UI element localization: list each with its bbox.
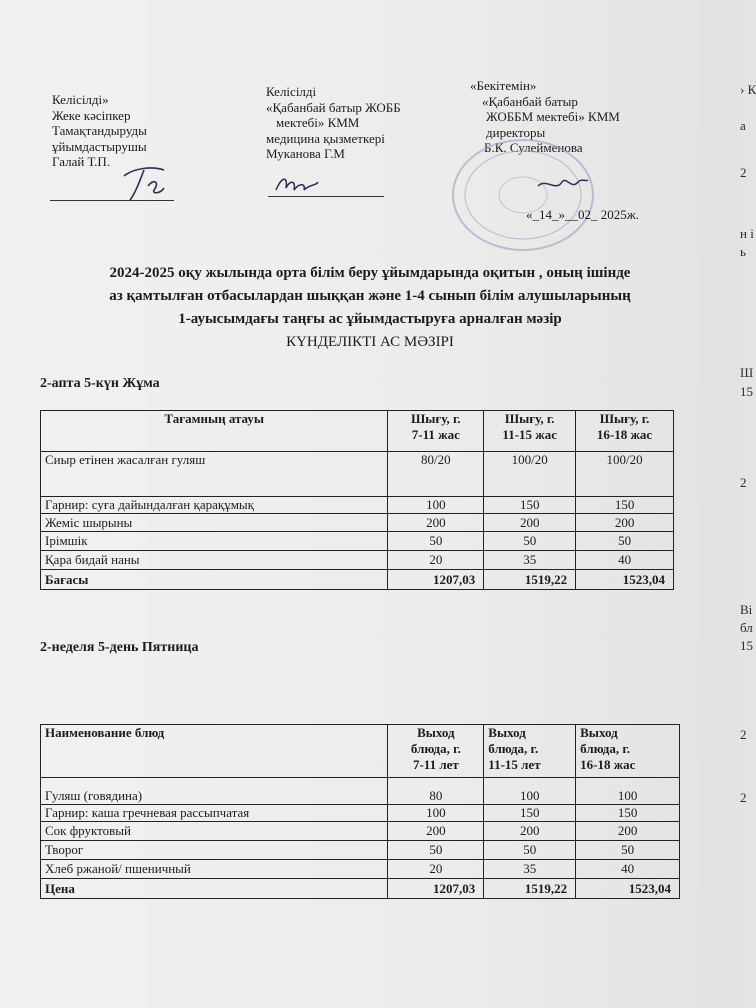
portion-value: 80 [388, 778, 484, 805]
dish-name: Творог [41, 841, 388, 860]
header-line: «Қабанбай батыр [482, 93, 578, 109]
table-row [41, 452, 674, 497]
price-value: 1207,03 [388, 570, 484, 590]
portion-value: 100 [388, 497, 484, 514]
edge-fragment: 2 [740, 165, 747, 180]
column-header: Шығу, г. 11-15 жас [484, 411, 576, 452]
portion-value: 40 [576, 860, 680, 879]
portion-value: 200 [484, 514, 576, 532]
table-row [41, 841, 680, 860]
price-value: 1519,22 [484, 879, 576, 899]
table-row [41, 805, 680, 822]
column-header: Выход блюда, г. 11-15 лет [484, 725, 576, 778]
price-value: 1519,22 [484, 570, 576, 590]
portion-value: 50 [576, 532, 674, 551]
dish-name: Жеміс шырыны [41, 514, 388, 532]
portion-value: 200 [484, 822, 576, 841]
header-line: Келісілді [266, 84, 317, 99]
section-heading-ru: 2-неделя 5-день Пятница [40, 640, 199, 655]
portion-value: 50 [484, 841, 576, 860]
header-line: Б.К. Сулейменова [484, 140, 583, 155]
edge-fragment: 15 [740, 384, 753, 399]
header-line: директоры [486, 124, 546, 140]
approval-block-left [52, 92, 147, 170]
portion-value: 200 [576, 822, 680, 841]
portion-value: 80/20 [388, 452, 484, 497]
table-row [41, 514, 674, 532]
header-line: Келісілді» [52, 92, 109, 107]
edge-fragment: 15 [740, 638, 753, 653]
edge-fragment: 2 [740, 475, 747, 490]
header-line: Тамақтандыруды [52, 123, 147, 138]
portion-value: 35 [484, 860, 576, 879]
portion-value: 50 [576, 841, 680, 860]
table-header-row [41, 725, 680, 778]
column-header: Тағамның атауы [41, 411, 388, 452]
title-line: КҮНДЕЛІКТІ АС МӘЗІРІ [286, 334, 454, 350]
title-line: аз қамтылған отбасылардан шыққан және 1-4 сынып білім алушыларының [109, 288, 631, 304]
portion-value: 20 [388, 860, 484, 879]
edge-fragment: бл [740, 620, 753, 635]
approval-block-middle [266, 84, 401, 162]
signature-left [118, 162, 170, 206]
dish-name: Ірімшік [41, 532, 388, 551]
signature-middle [272, 172, 322, 198]
header-line: «Бекітемін» [470, 78, 537, 93]
dish-name: Гарнир: суға дайындалған қарақұмық [41, 497, 388, 514]
column-header: Шығу, г. 16-18 жас [576, 411, 674, 452]
column-header: Выход блюда, г. 16-18 жас [576, 725, 680, 778]
total-label: Цена [41, 879, 388, 899]
edge-fragment: ь [740, 244, 746, 259]
total-label: Бағасы [41, 570, 388, 590]
adjacent-page-edge [738, 0, 756, 1008]
price-value: 1207,03 [388, 879, 484, 899]
price-value: 1523,04 [576, 879, 680, 899]
portion-value: 150 [576, 805, 680, 822]
edge-fragment: 2 [740, 727, 747, 742]
dish-name: Қара бидай наны [41, 551, 388, 570]
edge-fragment: 2 [740, 790, 747, 805]
portion-value: 150 [484, 805, 576, 822]
portion-value: 20 [388, 551, 484, 570]
table-row [41, 532, 674, 551]
table-row [41, 860, 680, 879]
portion-value: 150 [576, 497, 674, 514]
header-line: ұйымдастырушы [52, 138, 147, 154]
menu-table-ru [40, 724, 680, 899]
portion-value: 50 [388, 532, 484, 551]
column-header: Наименование блюд [41, 725, 388, 778]
portion-value: 200 [576, 514, 674, 532]
approval-date: «_14_»__02_ 2025ж. [526, 207, 639, 222]
title-line: 1-ауысымдағы таңғы ас ұйымдастыруға арналған мәзір [178, 311, 562, 327]
portion-value: 100 [576, 778, 680, 805]
dish-name: Сиыр етінен жасалған гуляш [41, 452, 388, 497]
table-row [41, 551, 674, 570]
edge-fragment: а [740, 118, 746, 133]
portion-value: 200 [388, 822, 484, 841]
portion-value: 200 [388, 514, 484, 532]
edge-fragment: Ві [740, 602, 753, 617]
portion-value: 50 [484, 532, 576, 551]
portion-value: 150 [484, 497, 576, 514]
header-line: «Қабанбай батыр ЖОББ [266, 99, 401, 115]
portion-value: 100/20 [576, 452, 674, 497]
dish-name: Сок фруктовый [41, 822, 388, 841]
menu-table-kz [40, 410, 674, 590]
section-heading-kz: 2-апта 5-күн Жұма [40, 376, 160, 391]
header-line: мектебі» КММ [276, 115, 360, 130]
signature-right [534, 172, 590, 198]
dish-name: Гуляш (говядина) [41, 778, 388, 805]
header-line: медицина қызметкері [266, 130, 385, 146]
edge-fragment: Ш [740, 365, 754, 380]
price-value: 1523,04 [576, 570, 674, 590]
title-line: 2024-2025 оқу жылында орта білім беру ұйымдарында оқитын , оның ішінде [109, 265, 631, 281]
header-line: Муканова Г.М [266, 146, 345, 161]
header-line: Жеке кәсіпкер [52, 107, 131, 123]
portion-value: 100/20 [484, 452, 576, 497]
table-row [41, 778, 680, 805]
portion-value: 40 [576, 551, 674, 570]
table-total-row [41, 570, 674, 590]
portion-value: 35 [484, 551, 576, 570]
column-header: Шығу, г. 7-11 жас [388, 411, 484, 452]
portion-value: 100 [484, 778, 576, 805]
header-line: Галай Т.П. [52, 154, 111, 169]
edge-fragment: › К [740, 82, 756, 97]
table-row [41, 822, 680, 841]
dish-name: Гарнир: каша гречневая рассыпчатая [41, 805, 388, 822]
table-header-row [41, 411, 674, 452]
portion-value: 100 [388, 805, 484, 822]
table-row [41, 497, 674, 514]
table-total-row [41, 879, 680, 899]
dish-name: Хлеб ржаной/ пшеничный [41, 860, 388, 879]
portion-value: 50 [388, 841, 484, 860]
edge-fragment: н і [740, 226, 754, 241]
column-header: Выход блюда, г. 7-11 лет [388, 725, 484, 778]
header-line: ЖОББМ мектебі» КММ [486, 109, 620, 124]
document-title [0, 262, 740, 354]
